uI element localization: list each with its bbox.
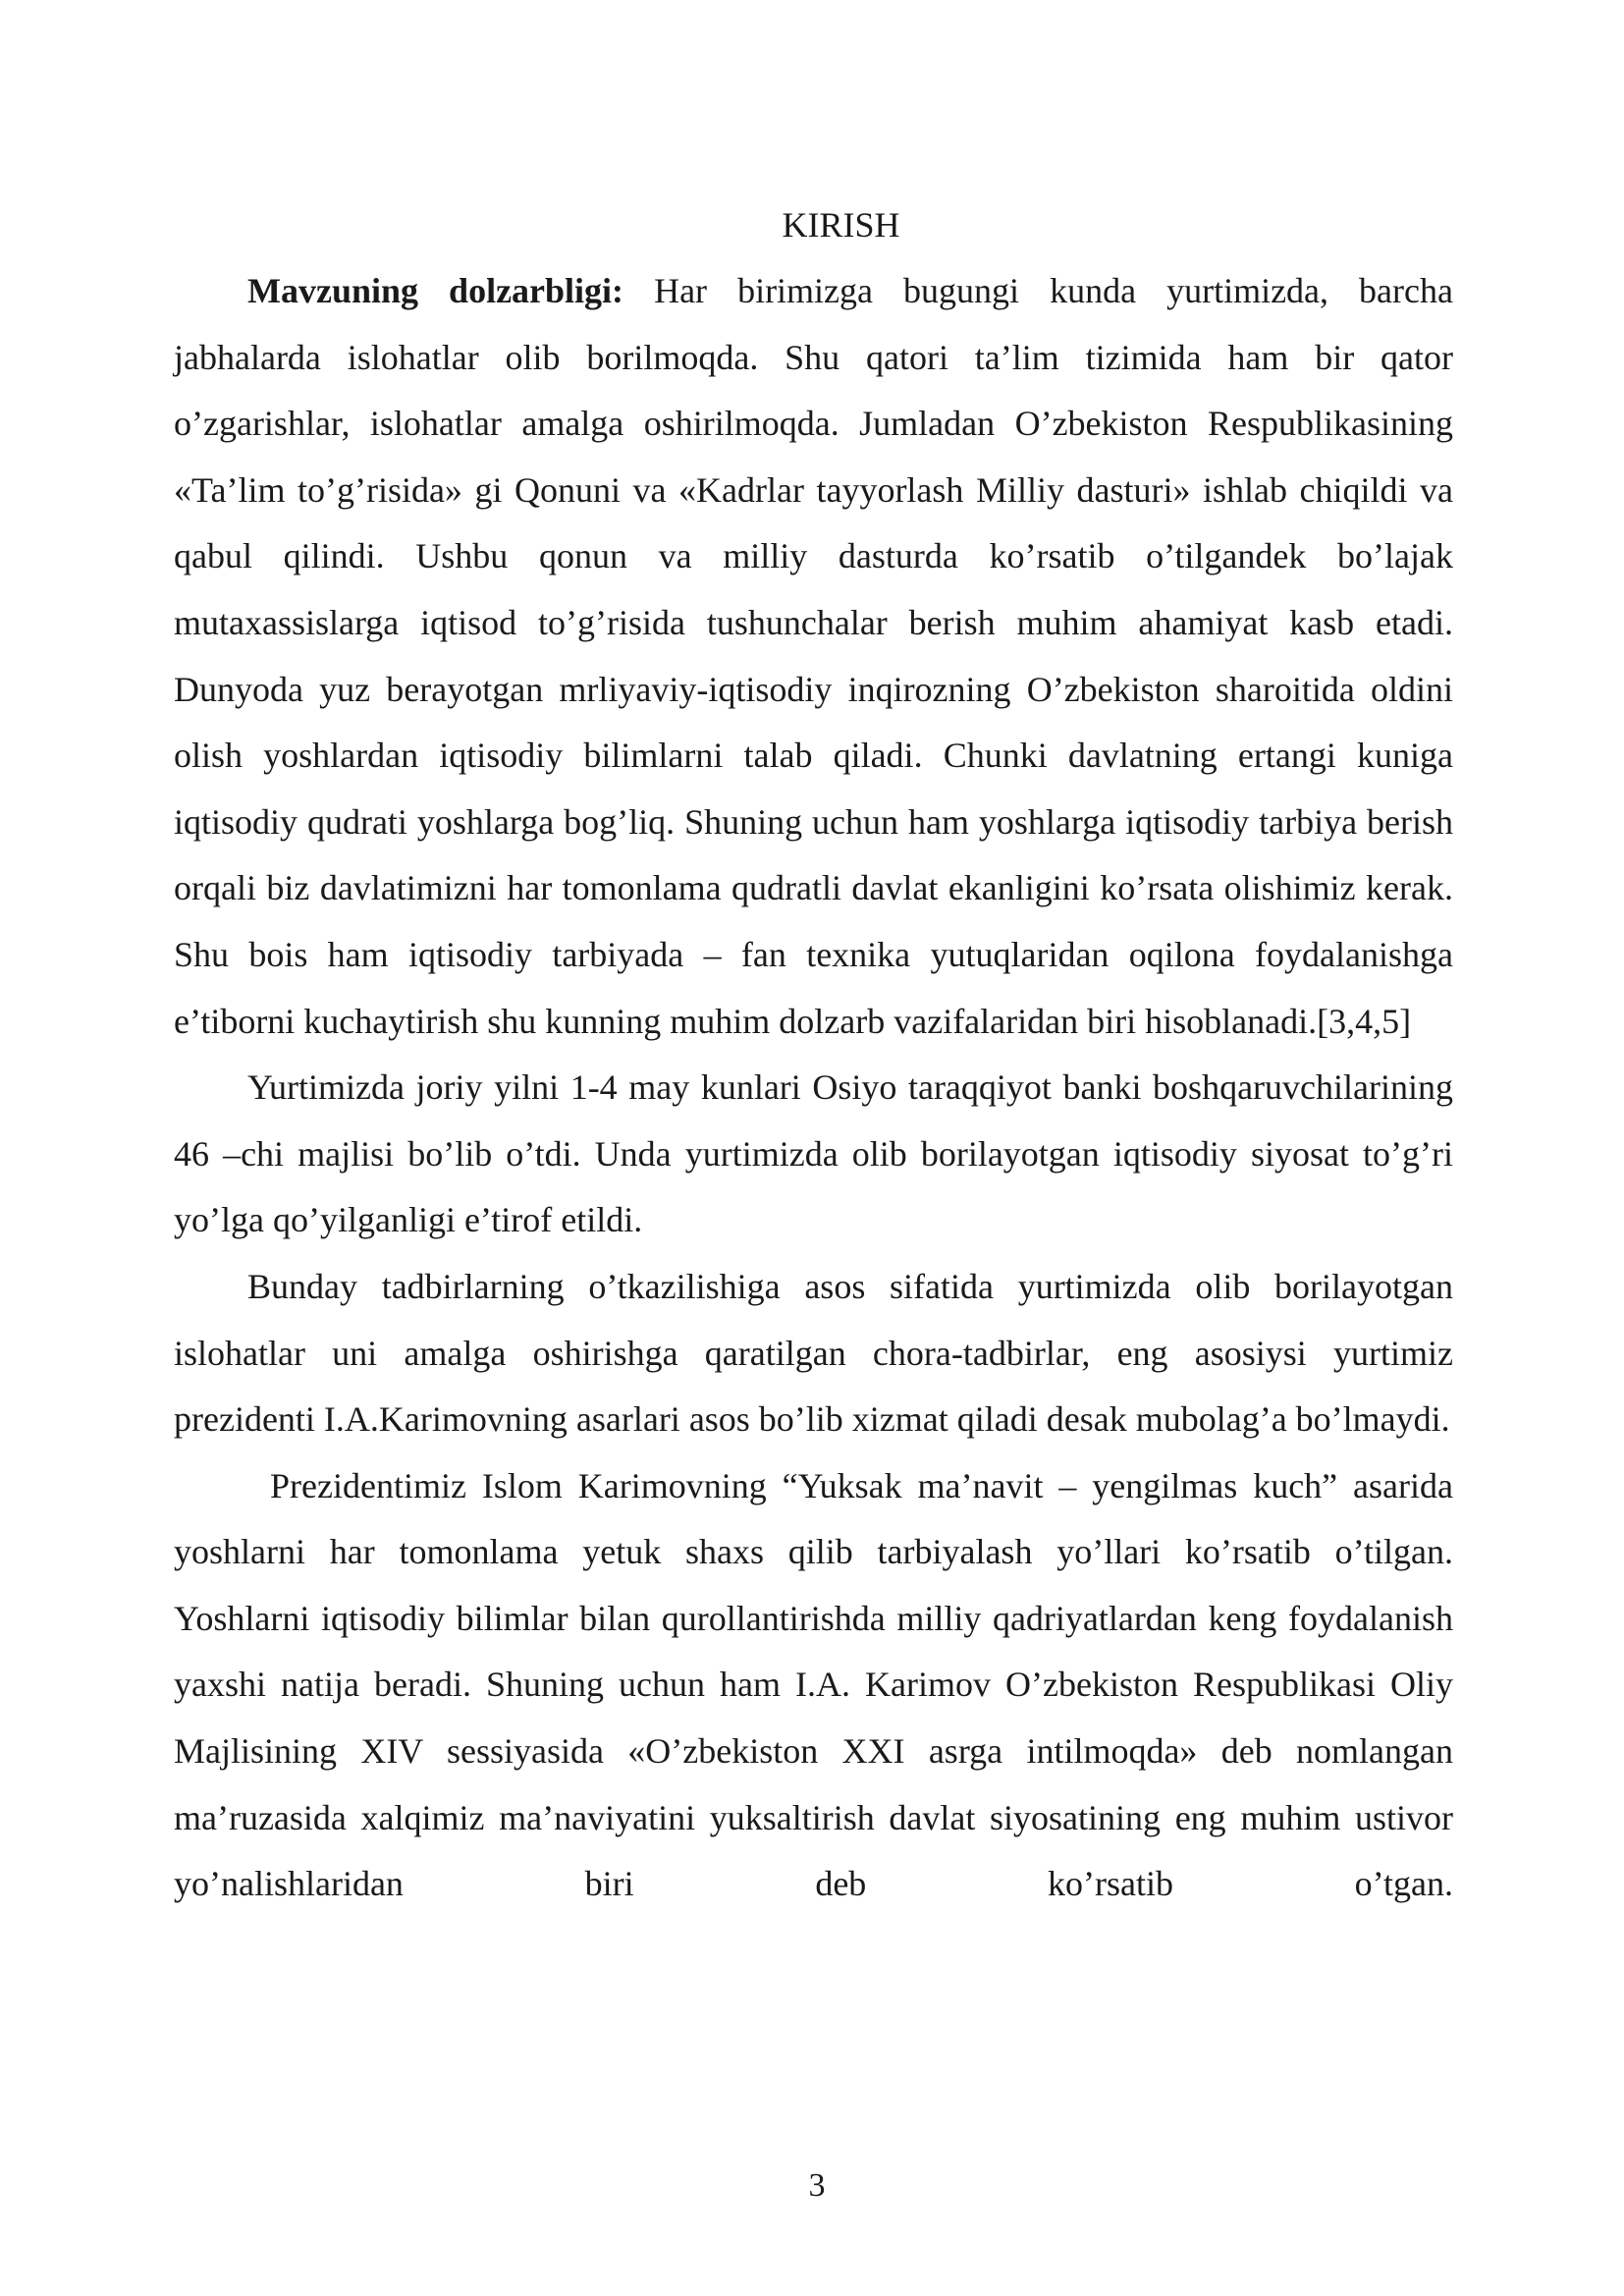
paragraph-reforms: Bunday tadbirlarning o’tkazilishiga asos sifatida yurtimizda olib borilayotgan islohatlar uni amalga oshirishga qaratilgan chora-tadbirlar, eng asosiysi yurtimiz prezidenti I.A.Karimovning asarlari asos bo’lib xizmat qiladi desak mubolag’a bo’lmaydi. bbox=[174, 1266, 1453, 1440]
paragraph-adb-meeting: Yurtimizda joriy yilni 1-4 may kunlari Osiyo taraqqiyot banki boshqaruvchilarining 46 –chi majlisi bo’lib o’tdi. Unda yurtimizda olib borilayotgan iqtisodiy siyosat to’g’ri yo’lga qo’yilganligi e’tirof etildi. bbox=[174, 1067, 1453, 1240]
page-number: 3 bbox=[808, 2167, 826, 2204]
paragraph-text: Har birimizga bugungi kunda yurtimizda, barcha jabhalarda islohatlar olib borilmoqda. Shu qatori ta’lim tizimida ham bir qator o’zgarishlar, islohatlar amalga oshirilmoqda. Jumladan O’zbekiston Respublikasining «Ta’lim to’g’risida» gi Qonuni va «Kadrlar tayyorlash Milliy dasturi» ishlab chiqildi va qabul qilindi. Ushbu qonun va milliy dasturda ko’rsatib o’tilgandek bo’lajak mutaxassislarga iqtisod to’g’risida tushunchalar berish muhim ahamiyat kasb etadi. Dunyoda yuz berayotgan mrliyaviy-iqtisodiy inqirozning O’zbekiston sharoitida oldini olish yoshlardan iqtisodiy bilimlarni talab qiladi. Chunki davlatning ertangi kuniga iqtisodiy qudrati yoshlarga bog’liq. Shuning uchun ham yoshlarga iqtisodiy tarbiya berish orqali biz davlatimizni har tomonlama qudratli davlat ekanligini ko’rsata olishimiz kerak. Shu bois ham iqtisodiy tarbiyada – fan texnika yutuqlaridan oqilona foydalanishga e’tiborni kuchaytirish shu kunning muhim dolzarb vazifalaridan biri hisoblanadi.[3,4,5] bbox=[174, 271, 1453, 1041]
paragraph-lead: Mavzuning dolzarbligi: bbox=[247, 271, 624, 310]
paragraph-president-work: Prezidentimiz Islom Karimovning “Yuksak ma’navit – yengilmas kuch” asarida yoshlarni har tomonlama yetuk shaxs qilib tarbiyalash yo’llari ko’rsatib o’tilgan. Yoshlarni iqtisodiy bilimlar bilan qurollantirishda milliy qadriyatlardan keng foydalanish yaxshi natija beradi. Shuning uchun ham I.A. Karimov O’zbekiston Respublikasi Oliy Majlisining XIV sessiyasida «O’zbekiston XXI asrga intilmoqda» deb nomlangan ma’ruzasida xalqimiz ma’naviyatini yuksaltirish davlat siyosatining eng muhim ustivor yo’nalishlaridan biri deb ko’rsatib o’tgan. bbox=[174, 1465, 1453, 1904]
page-title: KIRISH bbox=[782, 205, 900, 245]
document-page bbox=[174, 191, 1453, 1918]
paragraph-relevance bbox=[174, 258, 1453, 1055]
